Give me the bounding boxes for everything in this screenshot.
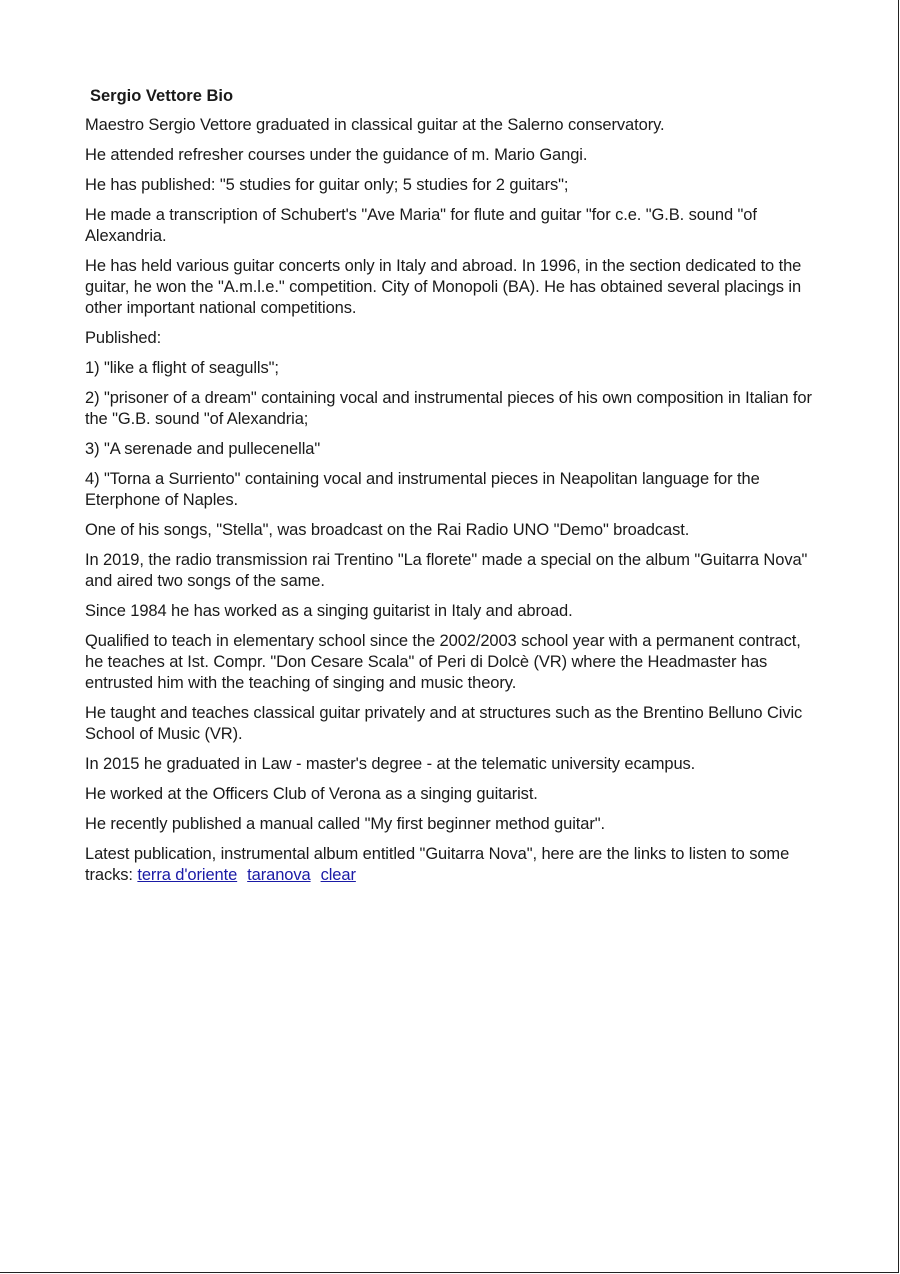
bio-paragraph: He taught and teaches classical guitar privately and at structures such as the Brentino Belluno Civic School of Music (VR). bbox=[85, 704, 803, 743]
bio-paragraph: He made a transcription of Schubert's "Ave Maria" for flute and guitar "for c.e. "G.B. sound "of Alexandria. bbox=[85, 206, 757, 245]
publication-item: 1) "like a flight of seagulls"; bbox=[85, 359, 279, 377]
track-link-clear[interactable]: clear bbox=[320, 866, 356, 884]
document-body bbox=[85, 86, 815, 895]
document-title: Sergio Vettore Bio bbox=[90, 87, 234, 105]
publication-item: 3) "A serenade and pullecenella" bbox=[85, 440, 321, 458]
publication-item: 4) "Torna a Surriento" containing vocal and instrumental pieces in Neapolitan language for the Eterphone of Naples. bbox=[85, 470, 760, 509]
bio-paragraph: Qualified to teach in elementary school since the 2002/2003 school year with a permanent contract, he teaches at Ist. Compr. "Don Cesare Scala" of Peri di Dolcè (VR) where the Headmaster has entrusted him with the teaching of singing and music theory. bbox=[85, 632, 801, 692]
bio-paragraph: In 2015 he graduated in Law - master's degree - at the telematic university ecampus. bbox=[85, 755, 696, 773]
bio-paragraph: He recently published a manual called "My first beginner method guitar". bbox=[85, 815, 605, 833]
published-heading: Published: bbox=[85, 329, 162, 347]
latest-publication-paragraph bbox=[85, 844, 815, 886]
publication-item: 2) "prisoner of a dream" containing vocal and instrumental pieces of his own composition in Italian for the "G.B. sound "of Alexandria; bbox=[85, 389, 812, 428]
bio-paragraph: He has held various guitar concerts only in Italy and abroad. In 1996, in the section dedicated to the guitar, he won the "A.m.l.e." competition. City of Monopoli (BA). He has obtained several placings in other important national competitions. bbox=[85, 257, 802, 317]
bio-paragraph: One of his songs, "Stella", was broadcast on the Rai Radio UNO "Demo" broadcast. bbox=[85, 521, 690, 539]
bio-paragraph: Maestro Sergio Vettore graduated in classical guitar at the Salerno conservatory. bbox=[85, 116, 665, 134]
bio-paragraph: He worked at the Officers Club of Verona as a singing guitarist. bbox=[85, 785, 538, 803]
bio-paragraph: He has published: "5 studies for guitar only; 5 studies for 2 guitars"; bbox=[85, 176, 569, 194]
track-link-terra-doriente[interactable]: terra d'oriente bbox=[137, 866, 238, 884]
bio-paragraph: In 2019, the radio transmission rai Trentino "La florete" made a special on the album "Guitarra Nova" and aired two songs of the same. bbox=[85, 551, 808, 590]
track-link-taranova[interactable]: taranova bbox=[247, 866, 311, 884]
bio-paragraph: Since 1984 he has worked as a singing guitarist in Italy and abroad. bbox=[85, 602, 573, 620]
bio-paragraph: He attended refresher courses under the guidance of m. Mario Gangi. bbox=[85, 146, 588, 164]
latest-publication-text: Latest publication, instrumental album entitled "Guitarra Nova", here are the links to listen to some tracks: bbox=[85, 845, 790, 884]
